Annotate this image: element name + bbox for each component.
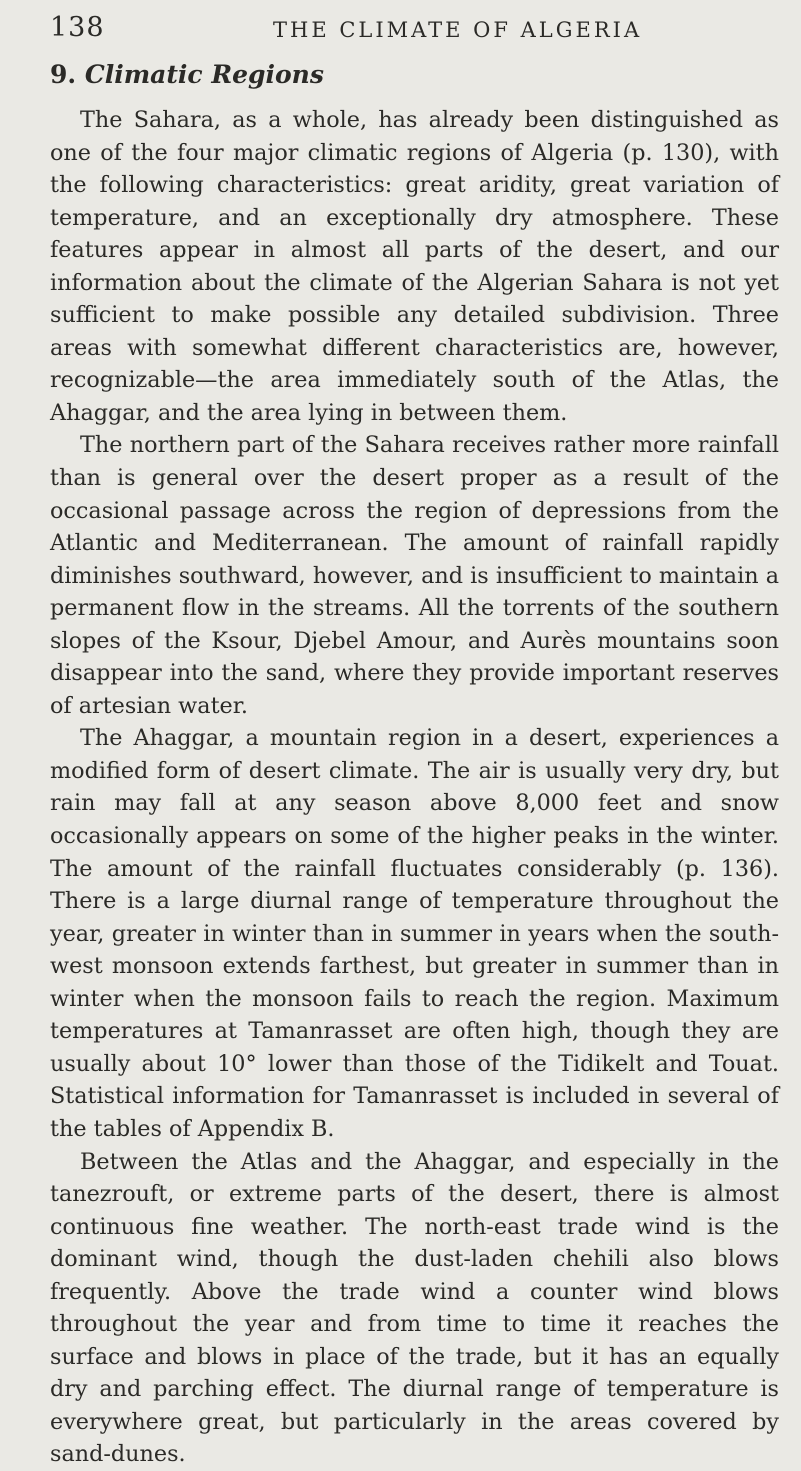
section-number: 9. bbox=[50, 60, 77, 89]
paragraph-northern-sahara: The northern part of the Sahara receives rather more rainfall than is general over the desert proper as a result of the occasional passage across the region of depressions from the Atlantic and Mediterranean. The amount of rainfall rapidly diminishes southward, however, and is insufficient to maintain a permanent flow in the streams. All the torrents of the southern slopes of the Ksour, Djebel Amour, and Aurès mountains soon disappear into the sand, where they provide important reserves of artesian water. bbox=[50, 432, 779, 719]
paragraph-ahaggar: The Ahaggar, a mountain region in a desert, experiences a modified form of desert climate. The air is usually very dry, but rain may fall at any season above 8,000 feet and snow occasionally appears on some of the higher peaks in the winter. The amount of the rainfall fluctuates considerably (p. 136). There is a large diurnal range of temperature throughout the year, greater in winter than in summer in years when the south-west monsoon extends farthest, but greater in summer than in winter when the monsoon fails to reach the region. Maximum temperatures at Tamanrasset are often high, though they are usually about 10° lower than those of the Tidikelt and Touat. Statistical information for Tamanrasset is included in several of the tables of Appendix B. bbox=[50, 725, 779, 1142]
section-heading bbox=[50, 58, 779, 92]
running-title: THE CLIMATE OF ALGERIA bbox=[273, 18, 643, 42]
section-title: Climatic Regions bbox=[84, 60, 324, 89]
paragraph-atlas-ahaggar-between: Between the Atlas and the Ahaggar, and especially in the tanezrouft, or extreme parts of the desert, there is almost continuous fine weather. The north-east trade wind is the dominant wind, though the dust-laden chehili also blows frequently. Above the trade wind a counter wind blows throughout the year and from time to time it reaches the surface and blows in place of the trade, but it has an equally dry and parching effect. The diurnal range of temperature is everywhere great, but particularly in the areas covered by sand-dunes. bbox=[50, 1148, 779, 1468]
running-head bbox=[50, 10, 779, 52]
paragraph-sahara-overview: The Sahara, as a whole, has already been distinguished as one of the four major climatic regions of Algeria (p. 130), with the following characteristics: great aridity, great variation of temperature, and an exceptionally dry atmosphere. These features appear in almost all parts of the desert, and our information about the climate of the Algerian Sahara is not yet sufficient to make possible any detailed subdivision. Three areas with somewhat different characteristics are, however, recognizable—the area immediately south of the Atlas, the Ahaggar, and the area lying in between them. bbox=[50, 107, 779, 426]
page-number: 138 bbox=[50, 12, 105, 43]
